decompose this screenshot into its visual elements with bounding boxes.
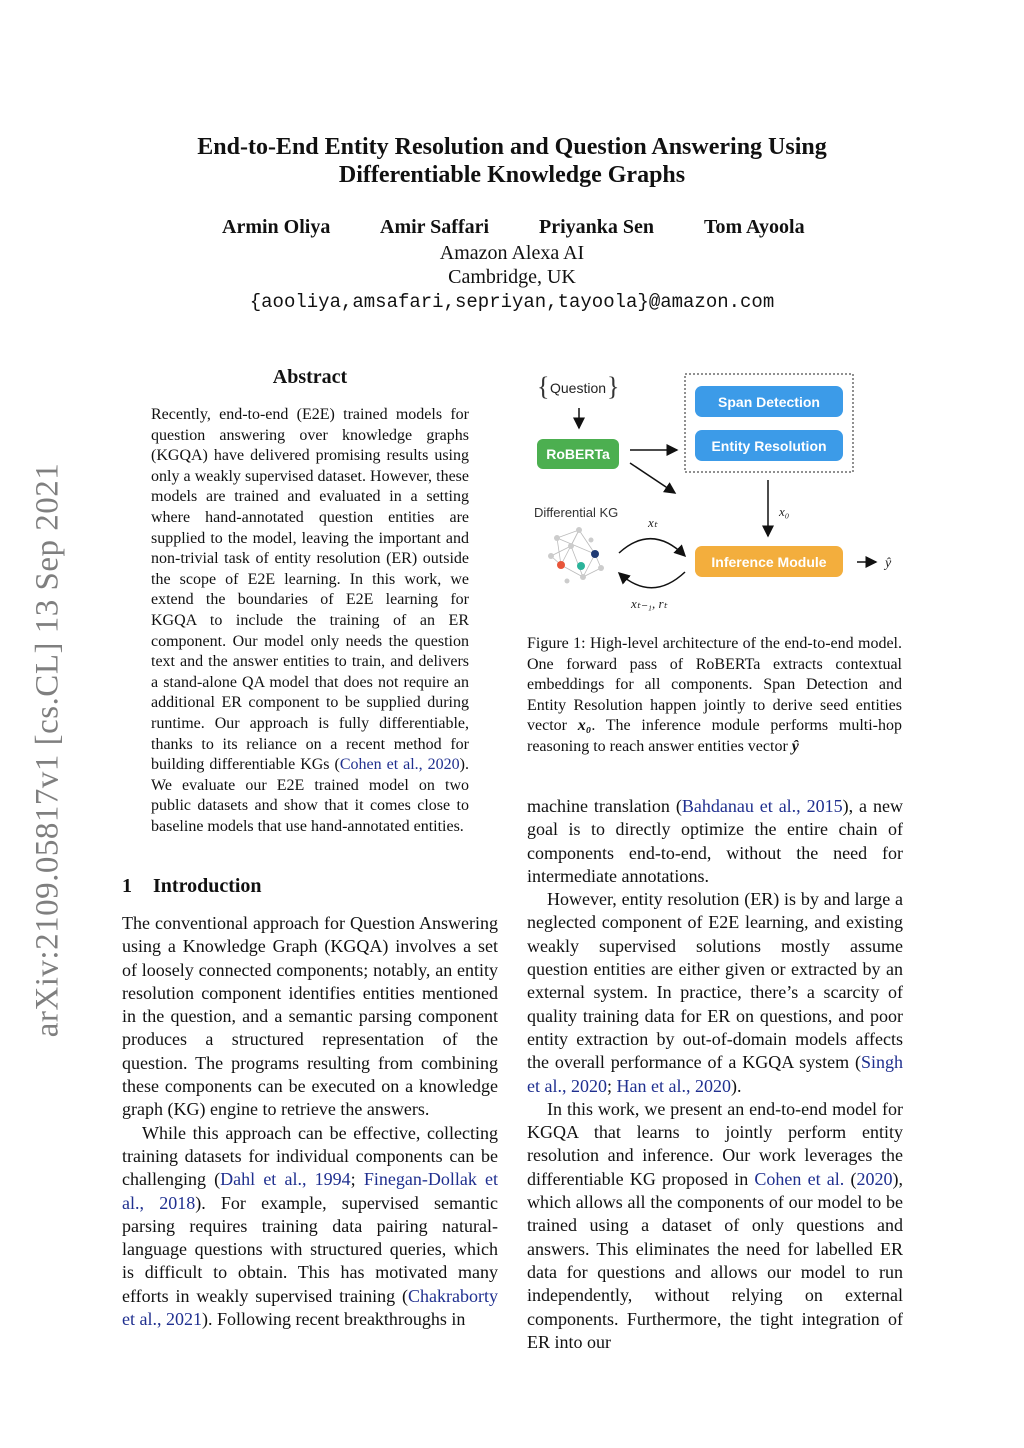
architecture-diagram: [527, 368, 907, 623]
paragraph-text: machine translation (: [527, 796, 682, 816]
question-label: Question: [550, 380, 607, 396]
author-name: Tom Ayoola: [704, 216, 805, 238]
citation-link[interactable]: Cohen et al., 2020: [339, 756, 460, 774]
author-name: Priyanka Sen: [539, 216, 655, 238]
paragraph-text: ), a new goal is to directly optimize the entire chain of components end-to-end, without the need for intermediate annotations.: [527, 796, 903, 886]
abstract-heading: Abstract: [272, 366, 348, 388]
title-line-1: End-to-End Entity Resolution and Question Answering Using: [197, 134, 827, 160]
abstract-text: ). We evaluate our E2E trained model on two public datasets and show that it comes close to baseline models that use hand-annotated entities.: [151, 756, 469, 835]
paragraph: The conventional approach for Question Answering using a Knowledge Graph (KGQA) involves a set of loosely connected components; notably, an entity resolution component identifies entities mentioned in the question, and a semantic parsing component produces a structured representation of the question. The programs resulting from combining these components can be executed on a knowledge graph (KG) engine to retrieve the answers.: [122, 913, 498, 1120]
x0-label: x₀: [779, 504, 790, 519]
entity-resolution-label: Entity Resolution: [711, 438, 827, 454]
paragraph-text: ;: [606, 1075, 617, 1096]
arxiv-stamp: [16, 450, 80, 1050]
affiliation-org: Amazon Alexa AI: [439, 242, 585, 264]
citation-link[interactable]: 2020: [856, 1168, 893, 1189]
paper-title: [150, 133, 874, 189]
section-title: Introduction: [153, 875, 262, 897]
caption-prefix: Figure 1:: [527, 635, 586, 652]
paragraph-text: In this work, we present an end-to-end model for KGQA that learns to jointly perform entity resolution and inference. Our work leverages the differentiable KG proposed in: [527, 1098, 903, 1189]
title-line-2: Differentiable Knowledge Graphs: [338, 162, 686, 188]
xt1-rt-label: xₜ₋₁, rₜ: [631, 596, 668, 611]
inference-module-label: Inference Module: [711, 554, 827, 570]
citation-link[interactable]: Cohen et al.: [754, 1168, 845, 1189]
abstract-body: [151, 405, 469, 837]
figure-caption: [527, 634, 902, 758]
paragraph-text: While this approach can be effective, collecting training datasets for individual components can be challenging (: [122, 1122, 498, 1190]
citation-link[interactable]: Chakraborty et al., 2021: [122, 1285, 498, 1330]
arrow-kg-inference: [619, 539, 685, 556]
paragraph-text: ). Following recent breakthroughs in: [201, 1309, 466, 1330]
citation-link[interactable]: Bahdanau et al., 2015: [681, 796, 843, 816]
figure-architecture: [527, 368, 907, 623]
paragraph-text: ), which allows all the components of our model to be trained using a dataset of only questions and answers. This eliminates the need for labelled ER data for questions and allows our model to run independently, without relying on external components. Furthermore, the tight integration of ER into our: [527, 1168, 904, 1352]
paragraph: [527, 1098, 903, 1354]
caption-x0: x₀: [577, 717, 592, 735]
paragraph-text: ;: [350, 1169, 364, 1190]
right-brace-icon: }: [607, 372, 620, 401]
paragraph: [122, 1122, 498, 1332]
arrow-roberta-inference: [630, 463, 675, 493]
caption-text: . The inference module performs multi-hop reasoning to reach answer entities vector: [527, 717, 903, 755]
left-column-body: [122, 912, 498, 1331]
paragraph-text: ). For example, supervised semantic parsing requires training data pairing natural-language questions with structured queries, which is difficult to obtain. This has motivated many efforts in weakly supervised training (: [122, 1192, 498, 1306]
section-heading: [122, 875, 262, 898]
citation-link[interactable]: Singh et al., 2020: [527, 1052, 903, 1096]
citation-link[interactable]: Finegan-Dollak et al., 2018: [122, 1169, 499, 1213]
citation-link[interactable]: Han et al., 2020: [616, 1075, 731, 1096]
section-number: 1: [122, 875, 132, 897]
abstract-text: Recently, end-to-end (E2E) trained models for question answering over knowledge graphs (KGQA) have delivered promising results using only a weakly supervised dataset. However, these models are trained and evaluated in a setting where hand-annotated question entities are supplied to the model, leaving the important and non-trivial task of entity resolution (ER) outside the scope of E2E learning. In this work, we extend the boundaries of E2E learning for KGQA to include the training of an ER component. Our model only needs the question text and the answer entities to train, and delivers a stand-alone QA model that does not require an additional ER component to be supplied during runtime. Our approach is fully differentiable, thanks to its reliance on a recent method for building differentiable KGs (: [151, 406, 469, 774]
question-node: [537, 372, 619, 401]
roberta-label: RoBERTa: [546, 446, 610, 462]
paragraph-text: However, entity resolution (ER) is by and large a neglected component of E2E learning, and existing weakly supervised solutions mostly assume question entities are either given or extracted by an external system. In practice, there’s a scarcity of quality training data for ER on questions, and poor entity extraction by out-of-domain models affects the overall performance of a KGQA system (: [527, 889, 903, 1073]
xt-label: xₜ: [648, 515, 658, 530]
caption-text: High-level architecture of the end-to-end model. One forward pass of RoBERTa extracts contextual embeddings for all components. Span Detection and Entity Resolution happen jointly to derive seed entities vector: [527, 635, 903, 735]
arxiv-id: arXiv:2109.05817v1 [cs.CL] 13 Sep 2021: [29, 462, 66, 1038]
paragraph-text: (: [844, 1168, 857, 1189]
paragraph-text: ).: [730, 1075, 742, 1096]
citation-link[interactable]: Dahl et al., 1994: [220, 1169, 351, 1190]
paragraph: [527, 795, 903, 888]
author-name: Armin Oliya: [222, 216, 331, 238]
left-brace-icon: {: [537, 372, 550, 401]
yhat-label: ŷ: [885, 556, 892, 571]
span-detection-label: Span Detection: [718, 394, 820, 410]
affiliation-location: Cambridge, UK: [448, 266, 576, 288]
kg-label: Differential KG: [534, 505, 619, 520]
author-name: Amir Saffari: [380, 216, 490, 238]
paragraph: [527, 888, 903, 1098]
author-email: {aooliya,amsafari,sepriyan,tayoola}@amazon.com: [249, 291, 775, 313]
arrow-inference-kg: [619, 572, 685, 588]
knowledge-graph-icon: [548, 527, 604, 584]
right-column-body: [527, 795, 903, 1354]
caption-yhat: ŷ: [791, 737, 799, 755]
